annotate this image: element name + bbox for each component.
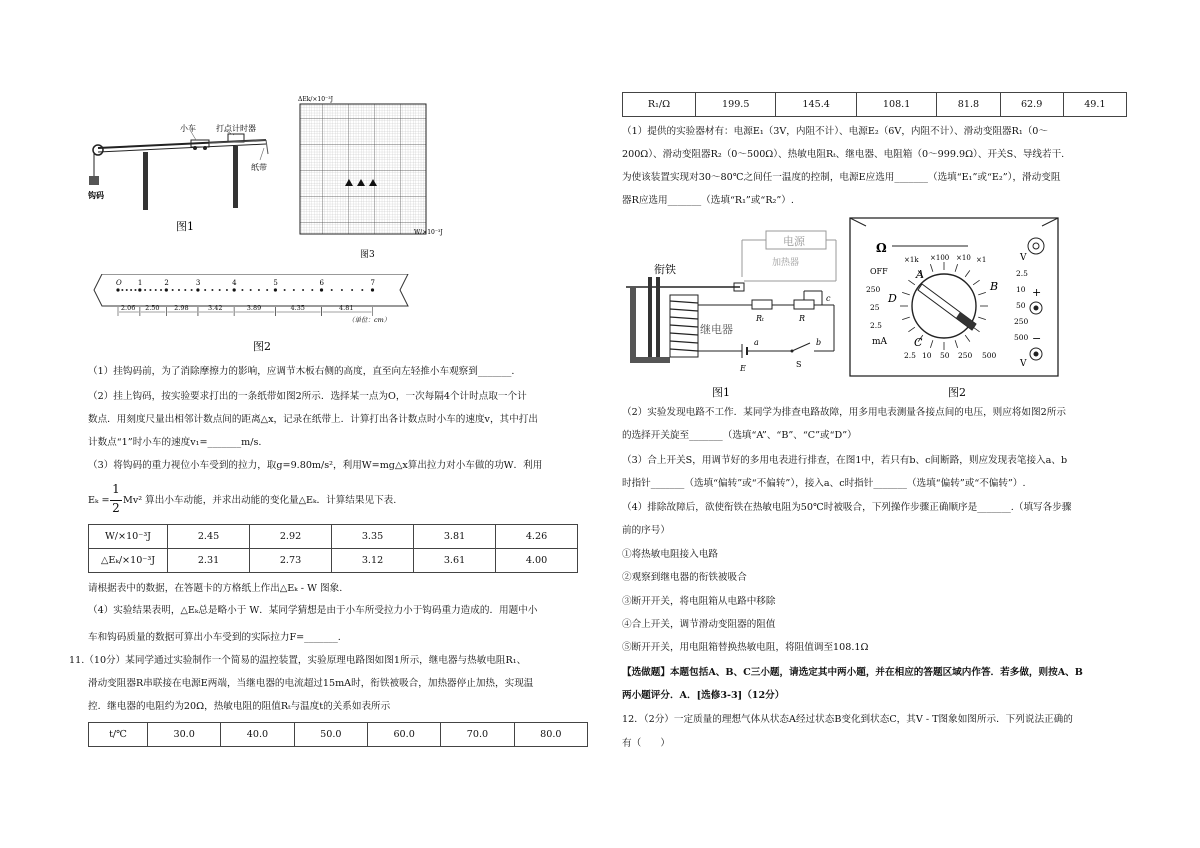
range-label: 50: [1016, 301, 1026, 310]
fig2-tape: [90, 274, 420, 358]
distance-label: 2.98: [174, 304, 189, 312]
tape-point-label: O: [116, 279, 122, 287]
q11-s3-line1: （3）合上开关S，用调节好的多用电表进行排查，在图1中，若只有b、c间断路，则应发现表笔接入a、b: [622, 455, 1068, 466]
tape-tick-dot: [191, 289, 193, 291]
tape-count-dot: [371, 288, 374, 291]
ma-range-labels: [866, 285, 882, 330]
tape-tick-dot: [121, 289, 123, 291]
q10-data-table: [88, 524, 578, 573]
table-cell: 70.0: [441, 723, 514, 747]
dial-tick: [908, 280, 914, 285]
dial-tick: [930, 264, 932, 272]
step-item: ⑤断开开关，用电阻箱替换热敏电阻，将阻值调至108.1Ω: [622, 642, 869, 653]
tape-count-dot: [196, 288, 199, 291]
q11-resistance-table: [622, 92, 1127, 117]
table-cell: 145.4: [776, 93, 856, 117]
tape-point-label: 2: [164, 279, 169, 287]
q10-part1: （1）挂钩码前，为了消除摩擦力的影响，应调节木板右侧的高度，直至向左轻推小车观察到_______.: [88, 366, 515, 377]
table-cell: 50.0: [294, 723, 367, 747]
q10-part3-line3: 请根据表中的数据，在答题卡的方格纸上作出△Eₖ - W 图象.: [88, 583, 343, 594]
range-label: 2.5: [904, 351, 916, 360]
dcv-range-labels: [1014, 269, 1029, 342]
fig3-xlabel: W/×10⁻³J: [414, 229, 443, 236]
minus-label: −: [1032, 332, 1042, 345]
table-cell: 108.1: [856, 93, 936, 117]
tape-tick-dot: [266, 289, 268, 291]
fig2-meter-caption: 图2: [948, 386, 966, 399]
formula-ek: Eₖ =: [88, 495, 110, 506]
tape-count-dot: [138, 288, 141, 291]
table-cell: 2.92: [250, 525, 332, 549]
tape-tick-dot: [351, 289, 353, 291]
position-d: D: [888, 292, 897, 305]
tape-count-dot: [233, 288, 236, 291]
q11-s1-line1: （1）提供的实验器材有：电源E₁（3V，内阻不计）、电源E₂（6V，内阻不计）、滑动变阻器R₁（0～: [622, 126, 1049, 137]
label-cart: 小车: [180, 124, 196, 133]
off-label: OFF: [870, 267, 888, 276]
tape-tick-dot: [293, 289, 295, 291]
plus-label: +: [1032, 286, 1042, 299]
distance-label: 3.89: [246, 304, 262, 312]
table-cell: 49.1: [1063, 93, 1126, 117]
range-label: 2.5: [1016, 269, 1028, 278]
elective-line2: 两小题评分．A．[选修3-3]（12分）: [622, 690, 785, 701]
v-bottom-label: V: [1020, 359, 1027, 369]
step-item: ②观察到继电器的衔铁被吸合: [622, 572, 747, 583]
ohm-adjust-knob[interactable]: [1028, 238, 1044, 254]
table-row-header: △Eₖ/×10⁻³J: [89, 549, 168, 573]
range-label: ×1: [976, 256, 987, 264]
heater-label: 加热器: [772, 258, 800, 268]
table-cell: 30.0: [148, 723, 221, 747]
tape-tick-dot: [226, 289, 228, 291]
distance-label: 4.81: [339, 304, 354, 312]
frac-num: 1: [112, 482, 120, 496]
dial-tick: [908, 327, 914, 332]
label-tape: 纸带: [251, 163, 267, 172]
tape-tick-dot: [219, 289, 221, 291]
q11-intro-line2: 滑动变阻器R串联接在电源E两端，当继电器的电流超过15mA时，衔铁被吸合，加热器停止加热，实现温: [88, 678, 534, 689]
range-label: 25: [870, 303, 880, 312]
tape-count-dot: [274, 288, 277, 291]
tape-tick-dot: [341, 289, 343, 291]
table-cell: 4.00: [496, 549, 578, 573]
tape-tick-dot: [302, 289, 304, 291]
tape-point-label: 6: [319, 279, 324, 287]
tape-tick-dot: [126, 289, 128, 291]
relay-label: 继电器: [700, 323, 733, 336]
table-row: [89, 525, 578, 549]
q11-s2-line1: （2）实验发现电路不工作．某同学为排查电路故障，用多用电表测量各接点间的电压，则应将如图2所示: [622, 407, 1066, 418]
fig3-caption: 图3: [360, 250, 375, 260]
table-cell: 2.45: [168, 525, 250, 549]
range-label: 10: [922, 351, 932, 360]
s-label: S: [796, 360, 802, 369]
table-cell: 62.9: [1000, 93, 1063, 117]
q10-part2-line2: 数点．用刻度尺量出相邻计数点间的距离△x，记录在纸带上．计算打出各计数点时小车的速度v，其中打出: [88, 414, 538, 425]
table-cell: 2.73: [250, 549, 332, 573]
q11-s1-line4: 器R应选用_______（选填“R₁”或“R₂”）.: [622, 195, 794, 206]
b-label: b: [816, 338, 822, 347]
tape-tick-dot: [258, 289, 260, 291]
dial-tick: [955, 340, 957, 348]
table-cell: 60.0: [367, 723, 440, 747]
v-top-label: V: [1020, 253, 1027, 263]
step-item: ④合上开关，调节滑动变阻器的阻值: [622, 619, 776, 630]
q11-s3-line2: 时指针_______（选填“偏转”或“不偏转”），接入a、c时指针_______（选填“偏转”或“不偏转”）.: [622, 478, 1026, 489]
range-label: 2.5: [870, 321, 882, 330]
tape-tick-dot: [172, 289, 174, 291]
tape-tick-dot: [155, 289, 157, 291]
table-row-header: t/℃: [89, 723, 148, 747]
q12-line2: 有（ ）: [622, 738, 670, 749]
ohm-label: Ω: [876, 241, 887, 255]
range-label: 250: [866, 285, 881, 294]
fig1-apparatus: [88, 118, 278, 238]
tape-point-label: 1: [137, 279, 143, 287]
ohm-range-labels: [904, 254, 986, 264]
tape-point-label: 7: [370, 279, 375, 287]
table-cell: 81.8: [937, 93, 1000, 117]
label-timer: 打点计时器: [216, 124, 256, 133]
tape-tick-dot: [284, 289, 286, 291]
tape-tick-dot: [241, 289, 243, 291]
range-label: ×1k: [904, 256, 919, 264]
q11-s2-line2: 的选择开关旋至_______（选填“A”、“B”、“C”或“D”）: [622, 430, 857, 441]
q11-s4-line2: 前的序号）: [622, 525, 670, 536]
q10-part4-line1: （4）实验结果表明，△Eₖ总是略小于 W．某同学猜想是由于小车所受拉力小于钩码重力造成的．用题中小: [88, 605, 538, 616]
table-row-header: W/×10⁻³J: [89, 525, 168, 549]
range-label: ×10: [956, 254, 971, 262]
range-label: 500: [982, 351, 997, 360]
multimeter-figure: [848, 212, 1060, 402]
ma-label: mA: [872, 337, 888, 347]
table-cell: 40.0: [221, 723, 294, 747]
range-label: 10: [1016, 285, 1026, 294]
table-cell: 199.5: [696, 93, 776, 117]
distance-label: 2.50: [145, 304, 160, 312]
dial-tick: [930, 340, 932, 348]
dial-tick: [965, 270, 970, 276]
table-cell: 3.35: [332, 525, 414, 549]
label-weight: 钩码: [88, 190, 104, 200]
armature-label: 衔铁: [654, 263, 676, 276]
distance-label: 2.06: [120, 304, 136, 312]
power-label: 电源: [783, 235, 805, 248]
table-row-header: R₁/Ω: [623, 93, 696, 117]
tape-tick-dot: [130, 289, 132, 291]
table-cell: 3.12: [332, 549, 414, 573]
tape-tick-dot: [211, 289, 213, 291]
fig3-ylabel: ΔEk/×10⁻³J: [298, 96, 334, 103]
tape-tick-dot: [311, 289, 313, 291]
tape-tick-dot: [134, 289, 136, 291]
range-label: 500: [1014, 333, 1029, 342]
q11-s4-line1: （4）排除故障后，欲使衔铁在热敏电阻为50℃时被吸合，下列操作步骤正确顺序是_______.（填写各步骤: [622, 502, 1072, 513]
tape-point-label: 5: [273, 279, 278, 287]
q10-part2-line3: 计数点“1”时小车的速度v₁=_______m/s.: [88, 437, 262, 448]
q11-s1-line3: 为使该装置实现对30～80℃之间任一温度的控制，电源E应选用_______（选填“E₁”或“E₂”），滑动变阻: [622, 172, 1061, 183]
q10-part4-line2: 车和钩码质量的数据可算出小车受到的实际拉力F=_______.: [88, 632, 341, 643]
range-label: ×100: [930, 254, 950, 262]
e-label: E: [740, 364, 746, 373]
rt-label: Rₜ: [756, 314, 764, 323]
tape-unit: （单位：cm）: [348, 316, 391, 324]
q10-part2-line1: （2）挂上钩码，按实验要求打出的一条纸带如图2所示．选择某一点为O，一次每隔4个计时点取一个计: [88, 391, 527, 402]
position-c: C: [914, 336, 923, 349]
tape-point-label: 3: [195, 279, 201, 287]
dial-tick: [902, 292, 910, 294]
position-b: B: [990, 280, 999, 293]
fig3-grid: [296, 92, 446, 267]
dial-tick: [973, 280, 979, 285]
q10-part3-line1: （3）将钩码的重力视位小车受到的拉力，取g=9.80m/s²，利用W=mg△x算出拉力对小车做的功W．利用: [88, 460, 543, 471]
tape-tick-dot: [160, 289, 162, 291]
tape-tick-dot: [331, 289, 333, 291]
table-cell: 4.26: [496, 525, 578, 549]
a-label: a: [754, 338, 759, 347]
q11-temp-table: [88, 722, 588, 747]
step-item: ③断开开关，将电阻箱从电路中移除: [622, 596, 776, 607]
distance-label: 3.42: [208, 304, 223, 312]
dial-tick: [965, 335, 970, 341]
dial-tick: [973, 327, 979, 332]
formula-rest: Mv² 算出小车动能，并求出动能的变化量△Eₖ．计算结果见下表.: [123, 495, 397, 506]
acv-range-labels: [904, 351, 997, 360]
fig1-caption: 图1: [176, 220, 194, 233]
elective-line1: 【选做题】本题包括A、B、C三小题，请选定其中两小题，并在相应的答题区域内作答．若多做，则按A、B: [622, 667, 1083, 678]
frac-den: 2: [112, 501, 120, 515]
tape-tick-dot: [149, 289, 151, 291]
q11-intro-line1: 11.（10分）某同学通过实验制作一个简易的温控装置，实验原理电路图如图1所示，继电器与热敏电阻R₁、: [69, 655, 527, 666]
table-row: [623, 93, 1127, 117]
table-cell: 3.61: [414, 549, 496, 573]
tape-tick-dot: [184, 289, 186, 291]
tape-count-dot: [320, 288, 323, 291]
r-label: R: [799, 314, 806, 323]
tape-count-dot: [165, 288, 168, 291]
tape-point-label: 4: [232, 279, 237, 287]
q12-line1: 12．（2分）一定质量的理想气体从状态A经过状态B变化到状态C，其V - T图象如图所示．下列说法正确的: [622, 714, 1073, 725]
table-row: [89, 549, 578, 573]
q11-intro-line3: 控．继电器的电阻约为20Ω，热敏电阻的阻值Rₜ与温度t的关系如表所示: [88, 701, 391, 712]
tape-tick-dot: [144, 289, 146, 291]
q11-s1-line2: 200Ω）、滑动变阻器R₂（0～500Ω）、热敏电阻Rₜ、继电器、电阻箱（0～999.9Ω）、开关S、导线若干.: [622, 149, 1065, 160]
table-cell: 3.81: [414, 525, 496, 549]
distance-label: 4.35: [290, 304, 305, 312]
fig1-circuit-caption: 图1: [712, 386, 730, 399]
dial-tick: [978, 292, 986, 294]
tape-tick-dot: [361, 289, 363, 291]
tape-tick-dot: [178, 289, 180, 291]
table-row: [89, 723, 588, 747]
dial-tick: [978, 317, 986, 319]
tape-tick-dot: [250, 289, 252, 291]
table-cell: 2.31: [168, 549, 250, 573]
position-a: A: [916, 268, 924, 281]
step-item: ①将热敏电阻接入电路: [622, 549, 718, 560]
tape-count-dot: [116, 288, 119, 291]
dial-tick: [902, 317, 910, 319]
c-label: c: [826, 294, 831, 303]
range-label: 250: [1014, 317, 1029, 326]
range-label: 50: [940, 351, 950, 360]
table-cell: 80.0: [514, 723, 587, 747]
fig2-caption: 图2: [253, 340, 271, 353]
circuit-figure: [626, 225, 846, 401]
tape-tick-dot: [204, 289, 206, 291]
range-label: 250: [958, 351, 973, 360]
dial-tick: [955, 264, 957, 272]
